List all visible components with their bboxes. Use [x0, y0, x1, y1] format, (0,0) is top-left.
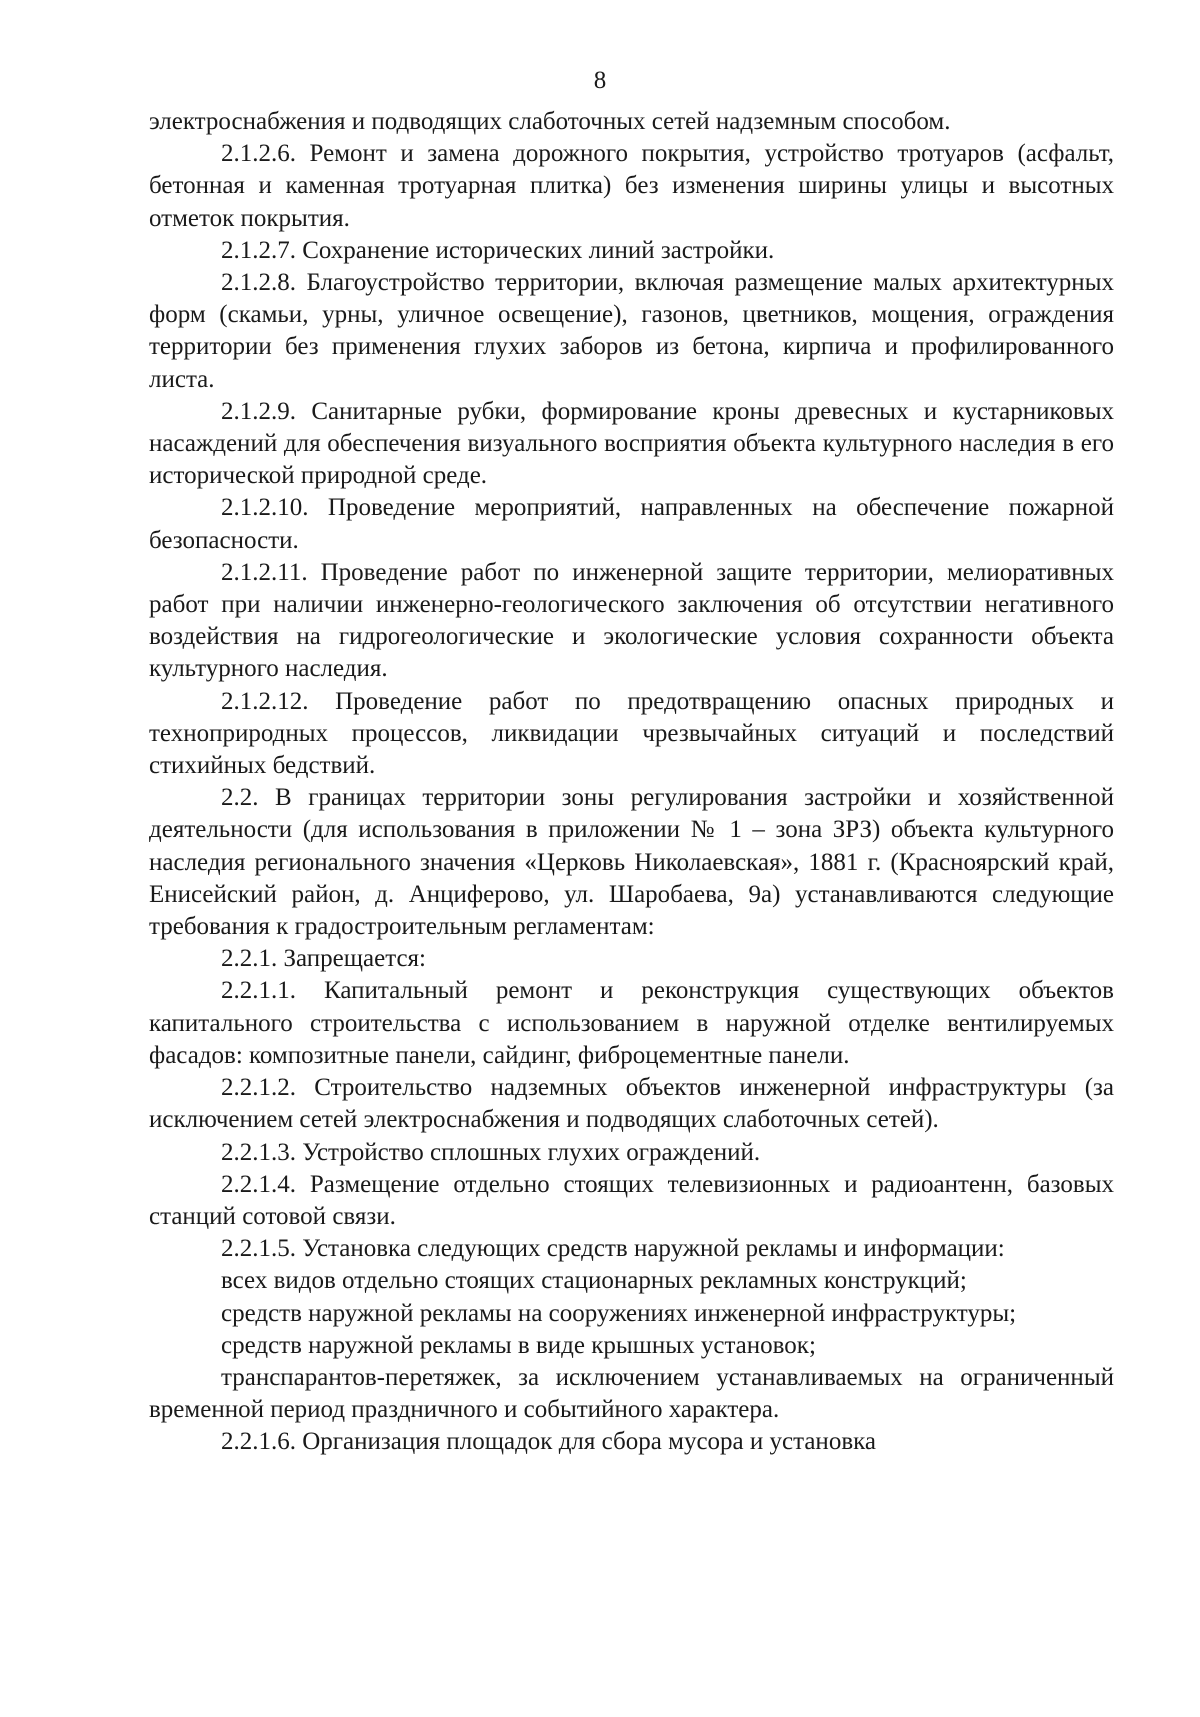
paragraph: 2.2.1.2. Строительство надземных объектов инженерной инфраструктуры (за исключением сетей электроснабжения и подводящих слаботочных сетей).: [149, 1074, 1114, 1134]
paragraph: средств наружной рекламы на сооружениях инженерной инфраструктуры;: [221, 1299, 1017, 1327]
paragraph: 2.1.2.8. Благоустройство территории, включая размещение малых архитектурных форм (скамьи, урны, уличное освещение), газонов, цветников, мощения, ограждения территории без применения глухих заборов из бетона, кирпича и профилированного листа.: [149, 269, 1114, 393]
page-number: 8: [593, 67, 607, 94]
paragraph: средств наружной рекламы в виде крышных установок;: [221, 1331, 816, 1359]
paragraph: 2.1.2.10. Проведение мероприятий, направленных на обеспечение пожарной безопасности.: [149, 494, 1114, 554]
paragraph: 2.1.2.12. Проведение работ по предотвращению опасных природных и технoприродных процессов, ликвидации чрезвычайных ситуаций и последствий стихийных бедствий.: [149, 687, 1114, 780]
paragraph: транспарантов-перетяжек, за исключением устанавливаемых на ограниченный временной период праздничного и событийного характера.: [149, 1363, 1114, 1424]
paragraph: 2.2.1.4. Размещение отдельно стоящих телевизионных и радиоантенн, базовых станций сотовой связи.: [149, 1170, 1114, 1230]
paragraph: 2.2.1.6. Организация площадок для сбора мусора и установка: [221, 1428, 876, 1456]
paragraph: всех видов отдельно стоящих стационарных рекламных конструкций;: [221, 1267, 967, 1295]
paragraph: 2.2.1.5. Установка следующих средств наружной рекламы и информации:: [221, 1235, 1005, 1263]
paragraph: электроснабжения и подводящих слаботочных сетей надземным способом.: [149, 108, 951, 135]
paragraph: 2.1.2.11. Проведение работ по инженерной защите территории, мелиоративных работ при наличии инженерно-геологического заключения об отсутствии негативного воздействия на гидрогеологические и экологические условия сохранности объекта культурного наследия.: [149, 558, 1114, 683]
paragraph: 2.2.1. Запрещается:: [221, 945, 426, 973]
paragraph: 2.2.1.1. Капитальный ремонт и реконструкция существующих объектов капитального строительства с использованием в наружной отделке вентилируемых фасадов: композитные панели, сайдинг, фиброцементные панели.: [149, 977, 1114, 1069]
document-body: [149, 106, 1114, 1459]
paragraph: 2.1.2.6. Ремонт и замена дорожного покрытия, устройство тротуаров (асфальт, бетонная и каменная тротуарная плитка) без изменения ширины улицы и высотных отметок покрытия.: [149, 140, 1114, 232]
paragraph: 2.1.2.7. Сохранение исторических линий застройки.: [221, 236, 775, 264]
paragraph: 2.2. В границах территории зоны регулирования застройки и хозяйственной деятельности (для использования в приложении № 1 – зона ЗРЗ) объекта культурного наследия регионального значения «Церковь Николаевская», 1881 г. (Красноярский край, Енисейский район, д. Анциферово, ул. Шаробаева, 9а) устанавливаются следующие требования к градостроительным регламентам:: [149, 784, 1114, 941]
paragraph: 2.1.2.9. Санитарные рубки, формирование кроны древесных и кустарниковых насаждений для обеспечения визуального восприятия объекта культурного наследия в его исторической природной среде.: [149, 397, 1114, 490]
paragraph: 2.2.1.3. Устройство сплошных глухих ограждений.: [221, 1138, 761, 1166]
